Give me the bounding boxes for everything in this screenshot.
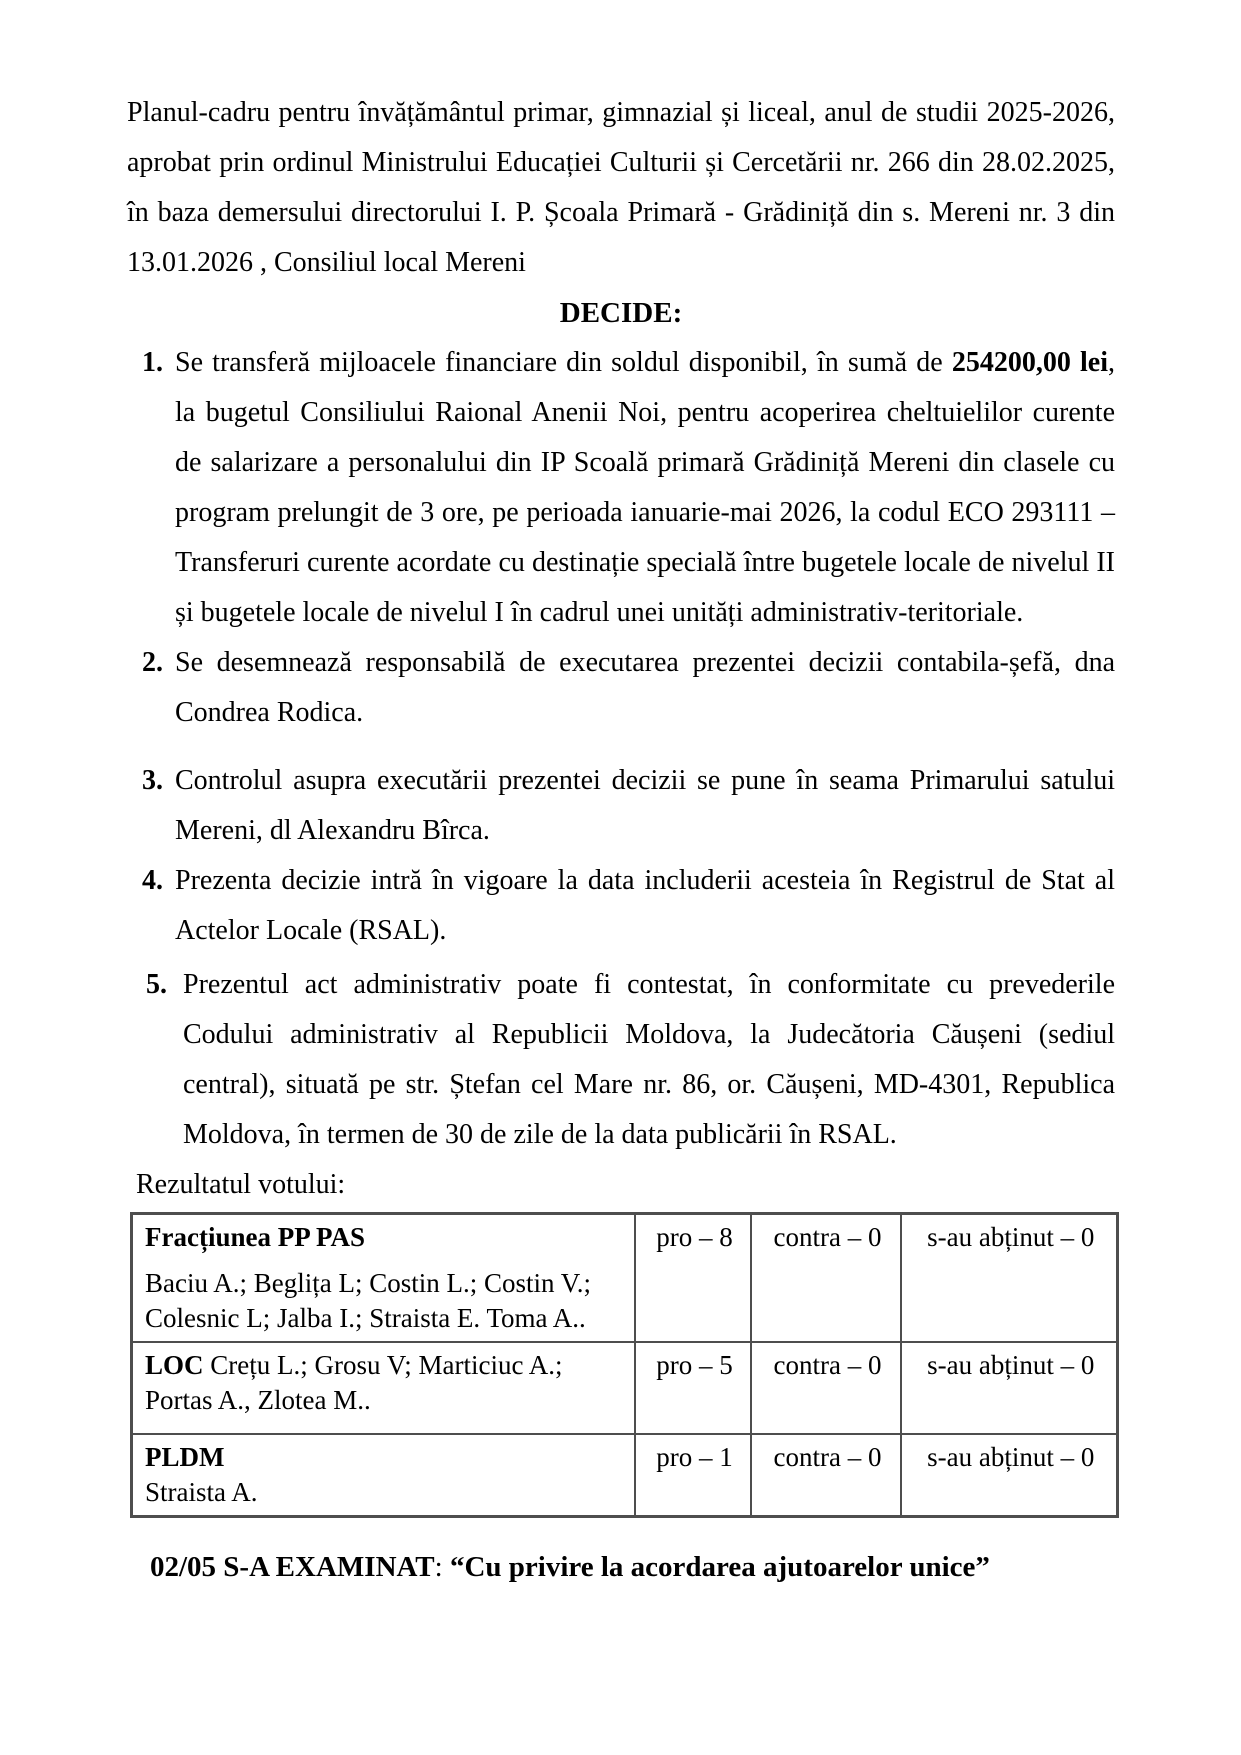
vote-pro-cell: pro – 8 <box>635 1214 751 1343</box>
item-number: 4. <box>142 865 163 896</box>
vote-pro-cell: pro – 5 <box>635 1342 751 1434</box>
decide-item-4 <box>127 856 1115 956</box>
table-row-pldm <box>132 1434 1118 1517</box>
item-number: 1. <box>142 347 163 378</box>
vote-abstained-cell: s-au abținut – 0 <box>901 1214 1118 1343</box>
examined-heading <box>127 1547 1115 1587</box>
decide-heading: DECIDE: <box>559 297 683 329</box>
item-text-post: , la bugetul Consiliului Raional Anenii Noi, pentru acoperirea cheltuielilor curente de salarizare a personalului din IP Scoală primară Grădiniță Mereni din clasele cu program prelungit de 3 ore, pe perioada ianuarie-mai 2026, la codul ECO 293111 – Transferuri curente acordate cu destinație specială între bugetele locale de nivelul II și bugetele locale de nivelul I în cadrul unei unități administrativ-teritoriale. <box>175 347 1115 628</box>
examined-subject-quoted: “Cu privire la acordarea ajutoarelor unice” <box>449 1551 990 1583</box>
vote-table <box>130 1212 1119 1518</box>
faction-members: Straista A. <box>145 1477 258 1507</box>
item-text-pre: Se transferă mijloacele financiare din soldul disponibil, în sumă de <box>175 347 952 378</box>
faction-cell <box>132 1214 635 1343</box>
faction-members: Baciu A.; Beglița L; Costin L.; Costin V.; Colesnic L; Jalba I.; Straista E. Toma A.. <box>145 1268 592 1333</box>
item-text: Se desemnează responsabilă de executarea prezentei decizii contabila-șefă, dna Condrea Rodica. <box>175 647 1115 728</box>
faction-cell <box>132 1434 635 1517</box>
table-row-pas <box>132 1214 1118 1343</box>
faction-name: PLDM <box>145 1442 225 1472</box>
decide-item-5 <box>127 960 1115 1160</box>
intro-paragraph: Planul-cadru pentru învățământul primar, gimnazial și liceal, anul de studii 2025-2026, aprobat prin ordinul Ministrului Educației Culturii și Cercetării nr. 266 din 28.02.2025, în baza demersului directorului I. P. Școala Primară - Grădiniță din s. Mereni nr. 3 din 13.01.2026 , Consiliul local Mereni <box>127 97 1115 278</box>
faction-members: Crețu L.; Grosu V; Marticiuc A.; Portas A., Zlotea M.. <box>145 1350 563 1415</box>
vote-contra-cell: contra – 0 <box>751 1342 901 1434</box>
faction-name: LOC <box>145 1350 204 1380</box>
item-text: Controlul asupra executării prezentei decizii se pune în seama Primarului satului Mereni, dl Alexandru Bîrca. <box>175 765 1115 846</box>
item-number: 5. <box>146 969 167 1000</box>
item-number: 3. <box>142 765 163 796</box>
item-text: Prezenta decizie intră în vigoare la data includerii acesteia în Registrul de Stat al Actelor Locale (RSAL). <box>175 865 1115 946</box>
item-number: 2. <box>142 647 163 678</box>
item-text: Prezentul act administrativ poate fi contestat, în conformitate cu prevederile Codului administrativ al Republicii Moldova, la Judecătoria Căușeni (sediul central), situată pe str. Ștefan cel Mare nr. 86, or. Căușeni, MD-4301, Republica Moldova, în termen de 30 de zile de la data publicării în RSAL. <box>183 969 1115 1150</box>
table-row-loc <box>132 1342 1118 1434</box>
decide-item-3 <box>127 756 1115 856</box>
decide-item-2 <box>127 638 1115 738</box>
faction-name: Fracțiunea PP PAS <box>145 1222 365 1252</box>
vote-contra-cell: contra – 0 <box>751 1434 901 1517</box>
examined-colon: : <box>434 1551 443 1583</box>
decide-item-1 <box>127 338 1115 638</box>
examined-number-prefix: 02/05 S-A EXAMINAT <box>150 1551 435 1583</box>
vote-pro-cell: pro – 1 <box>635 1434 751 1517</box>
vote-results-label: Rezultatul votului: <box>136 1169 346 1200</box>
vote-contra-cell: contra – 0 <box>751 1214 901 1343</box>
faction-cell <box>132 1342 635 1434</box>
decide-list <box>127 338 1115 1160</box>
item-amount-bold: 254200,00 lei <box>951 347 1108 378</box>
vote-abstained-cell: s-au abținut – 0 <box>901 1342 1118 1434</box>
vote-abstained-cell: s-au abținut – 0 <box>901 1434 1118 1517</box>
